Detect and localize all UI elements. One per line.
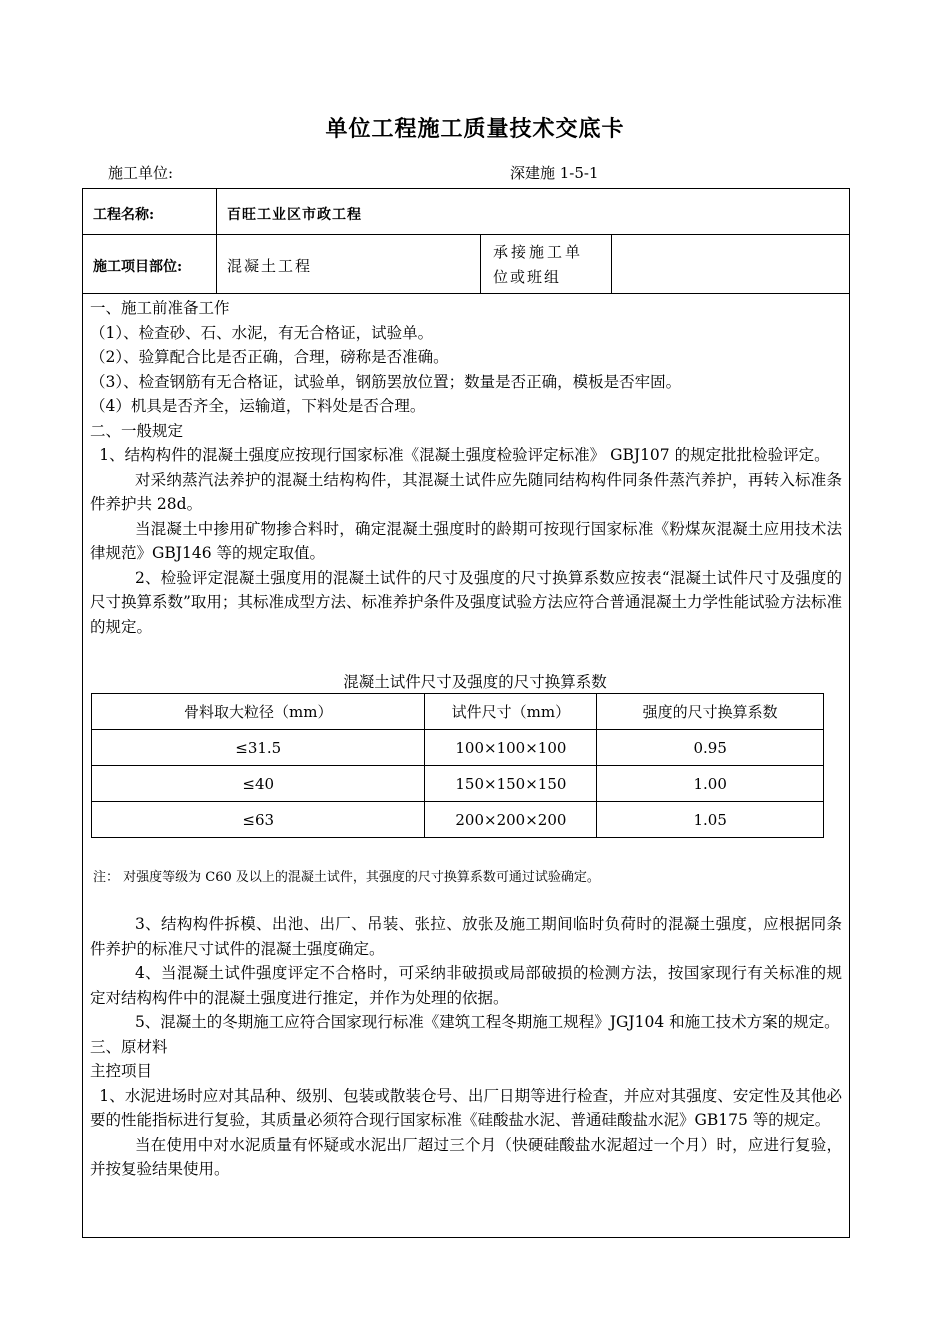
section2-heading: 二、一般规定 xyxy=(90,421,184,440)
table-cell: 100×100×100 xyxy=(425,730,597,766)
construction-part-value: 混凝土工程 xyxy=(227,257,313,275)
form-code: 深建施 1-5-1 xyxy=(510,164,599,182)
construction-part-label: 施工项目部位: xyxy=(93,259,183,275)
table-cell: ≤31.5 xyxy=(92,730,425,766)
table-header-cell: 试件尺寸（mm） xyxy=(425,694,597,730)
section2-paragraph-6: 4、当混凝土试件强度评定不合格时，可采纳非破损或局部破损的检测方法，按国家现行有关标准的规定对结构构件中的混凝土强度进行推定，并作为处理的依据。 xyxy=(90,964,842,1007)
table-cell: 0.95 xyxy=(597,730,824,766)
section2-paragraph-4: 2、检验评定混凝土强度用的混凝土试件的尺寸及强度的尺寸换算系数应按表“混凝土试件尺寸及强度的尺寸换算系数”取用；其标准成型方法、标准养护条件及强度试验方法应符合普通混凝土力学性能试验方法标准的规定。 xyxy=(90,568,842,636)
table-header-row xyxy=(92,694,824,730)
contractor-label-line1: 承接施工单 xyxy=(493,243,584,261)
section1-item-2: （2）、验算配合比是否正确，合理，磅称是否准确。 xyxy=(90,348,449,366)
section3-paragraph-1: 1、水泥进场时应对其品种、级别、包装或散装仓号、出厂日期等进行检查，并应对其强度、安定性及其他必要的性能指标进行复验，其质量必须符合现行国家标准《硅酸盐水泥、普通硅酸盐水泥》GB175 等的规定。 xyxy=(90,1086,842,1129)
section2-paragraph-2: 对采纳蒸汽法养护的混凝土结构构件，其混凝土试件应先随同结构构件同条件蒸汽养护，再转入标准条件养护共 28d。 xyxy=(90,470,842,513)
section3-subheading: 主控项目 xyxy=(90,1062,153,1080)
section3-paragraph-2: 当在使用中对水泥质量有怀疑或水泥出厂超过三个月（快硬硅酸盐水泥超过一个月）时，应进行复验，并按复验结果使用。 xyxy=(90,1135,842,1178)
section1-item-4: （4）机具是否齐全，运输道，下料处是否合理。 xyxy=(90,397,426,415)
column-divider xyxy=(611,234,612,293)
section3-heading: 三、原材料 xyxy=(90,1037,168,1056)
section1-item-1: （1）、检查砂、石、水泥，有无合格证，试验单。 xyxy=(90,323,434,342)
table-cell: 1.05 xyxy=(597,802,824,838)
construction-unit-label: 施工单位: xyxy=(108,164,174,182)
section2-paragraph-7: 5、混凝土的冬期施工应符合国家现行标准《建筑工程冬期施工规程》JGJ104 和施工技术方案的规定。 xyxy=(134,1013,840,1031)
row-divider xyxy=(83,234,849,235)
table-cell: 150×150×150 xyxy=(425,766,597,802)
document-title: 单位工程施工质量技术交底卡 xyxy=(325,116,625,142)
section-1-and-2-text xyxy=(90,296,842,639)
table-header-cell: 强度的尺寸换算系数 xyxy=(597,694,824,730)
table-row xyxy=(92,802,824,838)
conversion-table xyxy=(91,693,824,838)
table-row xyxy=(92,766,824,802)
section2-paragraph-5: 3、结构构件拆模、出池、出厂、吊装、张拉、放张及施工期间临时负荷时的混凝土强度，应根据同条件养护的标准尺寸试件的混凝土强度确定。 xyxy=(90,915,842,958)
section2-paragraph-1: 1、结构构件的混凝土强度应按现行国家标准《混凝土强度检验评定标准》 GBJ107 的规定批批检验评定。 xyxy=(99,446,830,464)
table-row xyxy=(92,730,824,766)
section1-heading: 一、施工前准备工作 xyxy=(90,299,230,317)
table-cell: ≤63 xyxy=(92,802,425,838)
project-name-value: 百旺工业区市政工程 xyxy=(227,207,362,223)
table-cell: 200×200×200 xyxy=(425,802,597,838)
contractor-label-line2: 位或班组 xyxy=(493,268,562,286)
table-cell: 1.00 xyxy=(597,766,824,802)
table-note: 注： 对强度等级为 C60 及以上的混凝土试件，其强度的尺寸换算系数可通过试验确定。 xyxy=(93,870,600,885)
table-header-cell: 骨料取大粒径（mm） xyxy=(92,694,425,730)
column-divider xyxy=(480,234,481,293)
table-cell: ≤40 xyxy=(92,766,425,802)
column-divider xyxy=(216,189,217,293)
section2-paragraph-3: 当混凝土中掺用矿物掺合料时，确定混凝土强度时的龄期可按现行国家标准《粉煤灰混凝土应用技术法律规范》GBJ146 等的规定取值。 xyxy=(90,519,842,562)
table-caption: 混凝土试件尺寸及强度的尺寸换算系数 xyxy=(343,673,607,691)
project-name-label: 工程名称: xyxy=(93,207,155,223)
row-divider xyxy=(83,293,849,294)
section1-item-3: （3）、检查钢筋有无合格证，试验单，钢筋罢放位置；数量是否正确，模板是否牢固。 xyxy=(90,372,682,391)
section-2b-and-3-text xyxy=(90,912,842,1182)
